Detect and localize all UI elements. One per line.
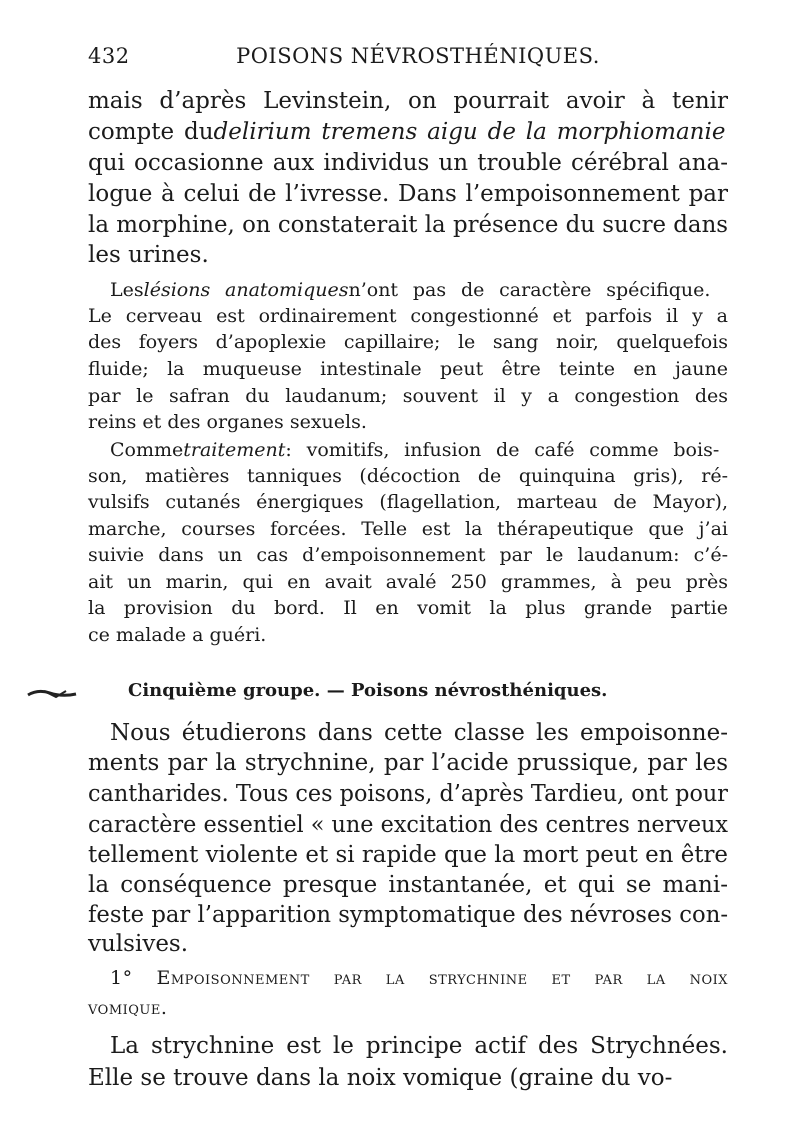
text-line: Le cerveau est ordinairement congestionné et parfois il y a <box>88 305 728 327</box>
ink-mark-icon <box>26 685 84 703</box>
text-line: compte dudelirium tremens aigu de la morphiomanie <box>88 119 726 145</box>
text-line: tellement violente et si rapide que la mort peut en être <box>88 842 729 868</box>
text-line: par le safran du laudanum; souvent il y a congestion des <box>88 385 728 407</box>
text-line: des foyers d’apoplexie capillaire; le sang noir, quelquefois <box>88 331 728 353</box>
text-line: Elle se trouve dans la noix vomique (graine du vo- <box>88 1065 673 1091</box>
text-line: ce malade a guéri. <box>88 624 267 646</box>
text-line: les urines. <box>88 242 209 268</box>
text-line: reins et des organes sexuels. <box>88 411 367 433</box>
text-line: Leslésions anatomiquesn’ont pas de caractère spécifique. <box>110 279 711 301</box>
text-line: Nous étudierons dans cette classe les empoisonne- <box>110 720 728 746</box>
text-line: marche, courses forcées. Telle est la thérapeutique que j’ai <box>88 518 728 540</box>
page-number: 432 <box>88 44 130 68</box>
text-line: suivie dans un cas d’empoisonnement par le laudanum: c’é- <box>88 544 728 566</box>
text-line: feste par l’apparition symptomatique des névroses con- <box>88 902 729 928</box>
text-line: vomique. <box>88 997 168 1019</box>
text-line: logue à celui de l’ivresse. Dans l’empoisonnement par <box>88 181 728 207</box>
text-line: la conséquence presque instantanée, et qui se mani- <box>88 872 728 898</box>
text-line: cantharides. Tous ces poisons, d’après Tardieu, ont pour <box>88 781 728 807</box>
page-header <box>88 44 748 78</box>
text-line: qui occasionne aux individus un trouble cérébral ana- <box>88 150 728 176</box>
text-line: caractère essentiel « une excitation des centres nerveux <box>88 812 729 838</box>
text-line: fluide; la muqueuse intestinale peut être teinte en jaune <box>88 358 728 380</box>
text-line: La strychnine est le principe actif des Strychnées. <box>110 1033 728 1059</box>
text-line: la morphine, on constaterait la présence du sucre dans <box>88 212 729 238</box>
running-title: POISONS NÉVROSTHÉNIQUES. <box>236 44 600 68</box>
text-line: mais d’après Levinstein, on pourrait avoir à tenir <box>88 88 728 114</box>
text-line: son, matières tanniques (décoction de quinquina gris), ré- <box>88 465 728 487</box>
text-line: la provision du bord. Il en vomit la plus grande partie <box>88 597 728 619</box>
text-line: vulsifs cutanés énergiques (flagellation, marteau de Mayor), <box>88 491 728 513</box>
text-line: Commetraitement: vomitifs, infusion de café comme bois- <box>110 439 720 461</box>
text-line: 1° Empoisonnement par la strychnine et par la noix <box>110 967 728 989</box>
text-line: vulsives. <box>88 931 189 957</box>
text-line: Cinquième groupe. — Poisons névrosthéniques. <box>128 680 608 701</box>
text-line: ments par la strychnine, par l’acide prussique, par les <box>88 750 728 776</box>
text-line: ait un marin, qui en avait avalé 250 grammes, à peu près <box>88 571 728 593</box>
